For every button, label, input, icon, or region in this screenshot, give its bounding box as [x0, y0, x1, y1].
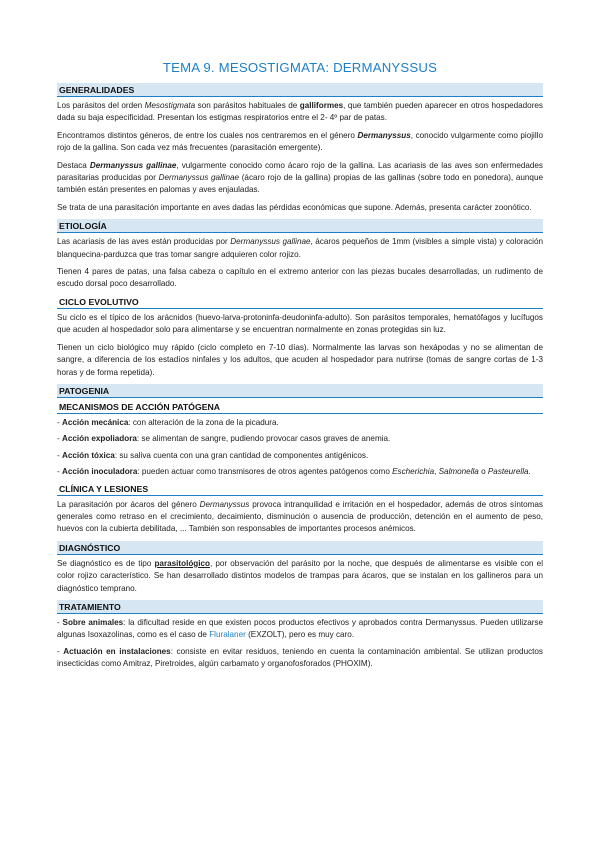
section-heading-tratamiento: TRATAMIENTO — [57, 600, 543, 614]
list-item: - Acción tóxica: su saliva cuenta con una gran cantidad de componentes antigénicos. — [57, 450, 369, 460]
etiologia-paragraph-1: Las acariasis de las aves están producidas por Dermanyssus gallinae, ácaros pequeños de 1mm (visibles a simple vista) y coloración blanquecina-parduzca que tras tomar sangre adquieren color rojizo. — [57, 237, 543, 259]
generalidades-paragraph-4: Se trata de una parasitación importante en aves dadas las pérdidas económicas que supone. Además, presenta carácter zoonótico. — [57, 202, 532, 212]
list-item: - Acción mecánica: con alteración de la zona de la picadura. — [57, 417, 279, 427]
section-heading-clinica: CLÍNICA Y LESIONES — [57, 483, 543, 496]
generalidades-paragraph-1: Los parásitos del orden Mesostigmata son parásitos habituales de galliformes, que también pueden aparecer en otros hospedadores dada su baja especificidad. Presentan los estigmas respiratorios entre el 2- 4º par de patas. — [57, 101, 543, 123]
section-heading-diagnostico: DIAGNÓSTICO — [57, 541, 543, 555]
etiologia-paragraph-2: Tienen 4 pares de patas, una falsa cabeza o capítulo en el extremo anterior con las piezas bucales desarrolladas, un rudimento de escudo dorsal poco desarrollado. — [57, 267, 543, 289]
diagnostico-paragraph-1: Se diagnóstico es de tipo parasitológico, por observación del parásito por la noche, que después de alimentarse es visible con el color rojizo característico. Se han desarrollado distintos modelos de trampas para ácaros, que se instalan en los gallineros para un diagnóstico temprano. — [57, 558, 543, 593]
ciclo-paragraph-1: Su ciclo es el típico de los arácnidos (huevo-larva-protoninfa-deudoninfa-adulto). Son parásitos temporales, hematófagos y lucífugos que acuden al hospedador solo para alimentarse y se encuentran normalmente en zonas protegidas sin luz. — [57, 312, 543, 335]
generalidades-paragraph-2: Encontramos distintos géneros, de entre los cuales nos centraremos en el género Dermanyssus, conocido vulgarmente como piojillo rojo de la gallina. Son cada vez más frecuentes (parasitación emergente). — [57, 130, 543, 153]
list-item: - Acción expoliadora: se alimentan de sangre, pudiendo provocar casos graves de anemia. — [57, 434, 391, 444]
list-item: - Acción inoculadora: pueden actuar como transmisores de otros agentes patógenos como Escherichia, Salmonella o Pasteurella. — [57, 467, 531, 477]
generalidades-paragraph-3: Destaca Dermanyssus gallinae, vulgarmente conocido como ácaro rojo de la gallina. Las acariasis de las aves son enfermedades parasitarias producidas por Dermanyssus gallinae (ácaro rojo de la gallina) propias de las gallinas (sobre todo en ponedora), aunque también están presentes en palomas y aves enjauladas. — [57, 160, 543, 195]
section-heading-generalidades: GENERALIDADES — [57, 83, 543, 97]
section-heading-ciclo: CICLO EVOLUTIVO — [57, 296, 543, 309]
section-heading-patogenia: PATOGENIA — [57, 384, 543, 398]
list-item: - Actuación en instalaciones: consiste en evitar residuos, teniendo en cuenta la contaminación ambiental. Se utilizan productos insecticidas como Amitraz, Piretroides, algún carbamato y organofosforados (PHOXIM). — [57, 646, 543, 669]
subheading-mecanismos: MECANISMOS DE ACCIÓN PATÓGENA — [57, 401, 543, 414]
clinica-paragraph-1: La parasitación por ácaros del género Dermanyssus provoca intranquilidad e irritación en el hospedador, además de otros síntomas generales como retraso en el crecimiento, decaimiento, disminución o ausencia de producción, detención en el aumento de peso, huevos con la cubierta debilitada, ... También son responsables de importantes procesos anémicos. — [57, 499, 543, 534]
fluralaner-link[interactable]: Fluralaner — [209, 630, 246, 640]
section-heading-etiologia: ETIOLOGÍA — [57, 219, 543, 233]
list-item: - Sobre animales: la dificultad reside en que existen pocos productos efectivos y aprobados contra Dermanyssus. Pueden utilizarse algunas Isoxazolinas, como es el caso de Fluralaner (EXZOLT), pero es muy caro. — [57, 617, 543, 640]
ciclo-paragraph-2: Tienen un ciclo biológico muy rápido (ciclo completo en 7-10 días). Normalmente las larvas son hexápodas y no se alimentan de sangre, a diferencia de los estadíos ninfales y los adultos, que acuden al hospedador para nutrirse (tomas de sangre cortas de 1-3 horas y de forma repetida). — [57, 342, 543, 377]
document-title: TEMA 9. MESOSTIGMATA: DERMANYSSUS — [162, 60, 438, 75]
